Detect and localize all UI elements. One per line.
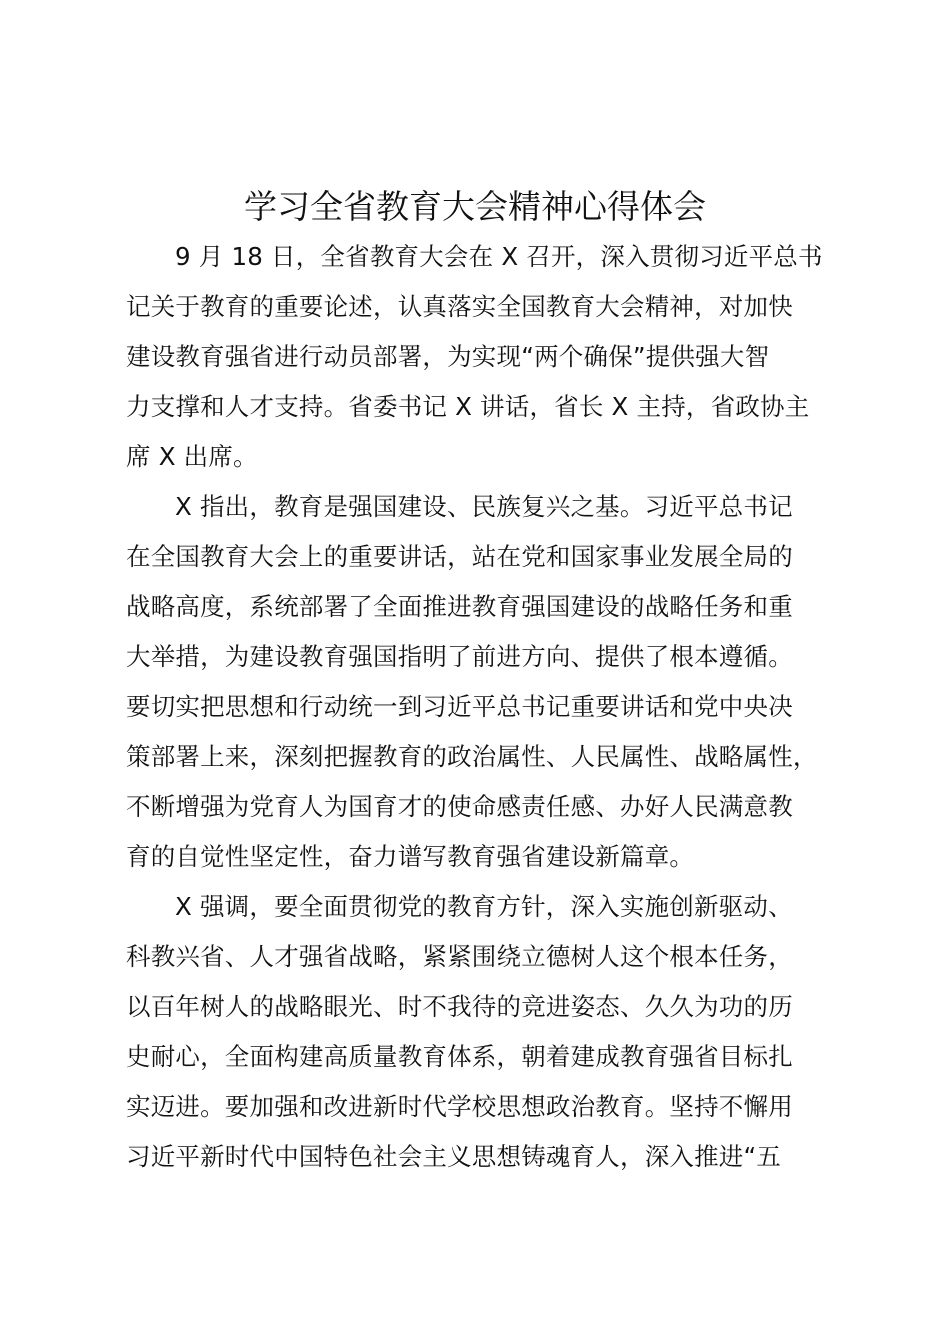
text-line: 建设教育强省进行动员部署，为实现“两个确保”提供强大智 [126,342,770,371]
document-title: 学习全省教育大会精神心得体会 [244,187,706,226]
text-line: X 指出，教育是强国建设、民族复兴之基。习近平总书记 [175,492,793,521]
text-line: X 强调，要全面贯彻党的教育方针，深入实施创新驱动、 [175,892,793,921]
text-line: 要切实把思想和行动统一到习近平总书记重要讲话和党中央决 [126,692,793,721]
text-line: 战略高度，系统部署了全面推进教育强国建设的战略任务和重 [126,592,793,621]
text-line: 力支撑和人才支持。省委书记 X 讲话，省长 X 主持，省政协主 [126,392,810,421]
text-line: 不断增强为党育人为国育才的使命感责任感、办好人民满意教 [126,792,793,821]
paragraph-2 [126,482,834,882]
text-line: 席 X 出席。 [126,442,258,471]
text-line: 大举措，为建设教育强国指明了前进方向、提供了根本遵循。 [126,642,793,671]
paragraph-1 [126,232,834,482]
text-line: 科教兴省、人才强省战略，紧紧围绕立德树人这个根本任务， [126,942,793,971]
text-line: 史耐心，全面构建高质量教育体系，朝着建成教育强省目标扎 [126,1042,793,1071]
document-body [126,232,834,1182]
text-line: 习近平新时代中国特色社会主义思想铸魂育人，深入推进“五 [126,1142,782,1171]
text-line: 记关于教育的重要论述，认真落实全国教育大会精神，对加快 [126,292,793,321]
text-line: 在全国教育大会上的重要讲话，站在党和国家事业发展全局的 [126,542,793,571]
text-line: 实迈进。要加强和改进新时代学校思想政治教育。坚持不懈用 [126,1092,793,1121]
paragraph-3 [126,882,834,1182]
text-line: 育的自觉性坚定性，奋力谱写教育强省建设新篇章。 [126,842,695,871]
text-line: 策部署上来，深刻把握教育的政治属性、人民属性、战略属性， [126,742,818,771]
text-line: 9 月 18 日，全省教育大会在 X 召开，深入贯彻习近平总书 [175,242,823,271]
text-line: 以百年树人的战略眼光、时不我待的竞进姿态、久久为功的历 [126,992,793,1021]
